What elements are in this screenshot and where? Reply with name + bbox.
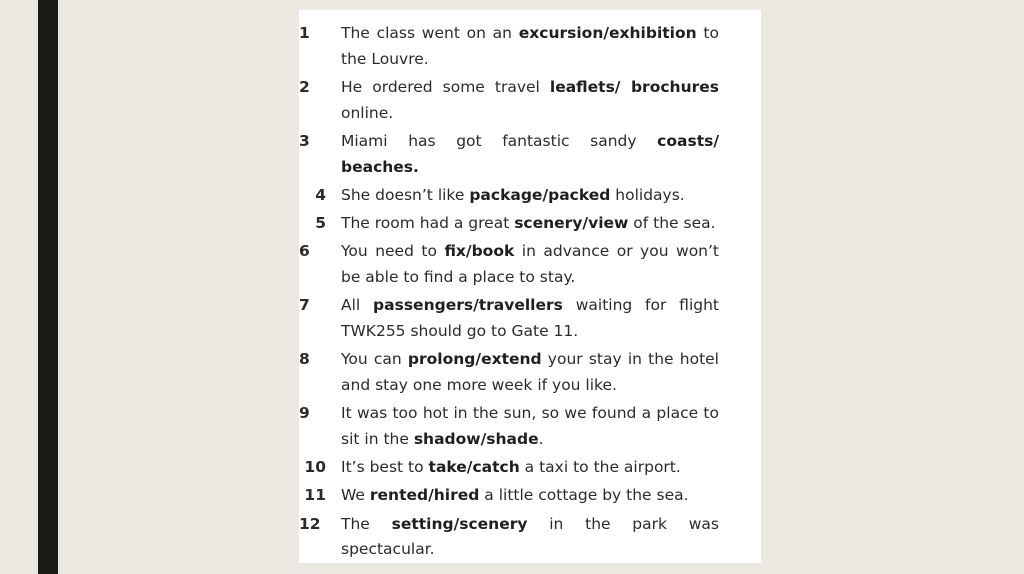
word-choice: setting/scenery xyxy=(391,514,528,533)
word-choice: leaflets/ brochures xyxy=(549,77,719,96)
sentence-text: of the sea. xyxy=(628,214,716,233)
sentence-text: Miami has got fantastic sandy xyxy=(341,131,658,150)
exercise-item-8 xyxy=(299,347,761,399)
sentence-text: He ordered some travel xyxy=(341,77,550,96)
item-number: 5 xyxy=(315,214,326,233)
sentence-text: The room had a great xyxy=(341,214,515,233)
exercise-item-5 xyxy=(299,211,761,237)
exercise-item-12 xyxy=(299,512,761,564)
exercise-item-10 xyxy=(299,455,761,481)
sentence-text: waiting for flight TWK255 should go to Gate 11. xyxy=(341,296,719,341)
sentence-text: You can xyxy=(341,350,408,369)
exercise-item-3 xyxy=(299,129,761,181)
sentence-text: The xyxy=(341,514,392,533)
sentence-text: All xyxy=(341,296,374,315)
sentence-text: in advance or you won’t be able to find a place to stay. xyxy=(341,242,720,287)
sentence-text: a taxi to the airport. xyxy=(519,458,681,477)
sentence-text: We xyxy=(341,486,370,505)
item-number: 3 xyxy=(299,131,310,150)
exercise-item-1 xyxy=(299,21,761,73)
sentence-text: holidays. xyxy=(610,185,685,204)
word-choice: scenery/view xyxy=(514,214,629,233)
word-choice: rented/hired xyxy=(369,486,480,505)
item-number: 11 xyxy=(304,486,326,505)
sentence-text: . xyxy=(538,430,544,449)
item-number: 7 xyxy=(299,296,310,315)
item-number: 8 xyxy=(299,350,310,369)
item-number: 2 xyxy=(299,77,310,96)
word-choice: package/packed xyxy=(469,185,611,204)
word-choice: excursion/exhibition xyxy=(518,24,697,42)
sentence-text: The class went on an xyxy=(341,24,519,42)
word-choice: prolong/extend xyxy=(407,350,542,369)
sentence-text: It was too hot in the sun, so we found a place to sit in the xyxy=(341,404,719,449)
sentence-text: She doesn’t like xyxy=(341,185,470,204)
sentence-text: your stay in the hotel and stay one more week if you like. xyxy=(341,350,719,395)
word-choice: passengers/travellers xyxy=(373,296,563,315)
word-choice: coasts/ beaches. xyxy=(341,131,719,176)
sentence-text: in the park was spectacular. xyxy=(341,514,719,559)
exercise-item-7 xyxy=(299,293,761,345)
word-choice: fix/book xyxy=(444,242,515,261)
exercise-list xyxy=(299,21,761,566)
exercise-item-2 xyxy=(299,75,761,127)
item-number: 12 xyxy=(299,514,321,533)
sentence-text: It’s best to xyxy=(341,458,429,477)
item-number: 9 xyxy=(299,404,310,423)
left-accent-bar xyxy=(38,0,58,574)
item-number: 10 xyxy=(304,458,326,477)
sentence-text: a little cottage by the sea. xyxy=(479,486,689,505)
word-choice: take/catch xyxy=(428,458,520,477)
exercise-item-6 xyxy=(299,239,761,291)
exercise-sheet xyxy=(299,10,761,563)
word-choice: shadow/shade xyxy=(413,430,539,449)
item-number: 4 xyxy=(315,185,326,204)
sentence-text: online. xyxy=(341,103,394,122)
sentence-text: to the Louvre. xyxy=(341,24,719,68)
exercise-item-9 xyxy=(299,401,761,453)
exercise-item-11 xyxy=(299,483,761,509)
item-number: 1 xyxy=(299,24,310,42)
exercise-item-4 xyxy=(299,183,761,209)
sentence-text: You need to xyxy=(341,242,445,261)
item-number: 6 xyxy=(299,242,310,261)
